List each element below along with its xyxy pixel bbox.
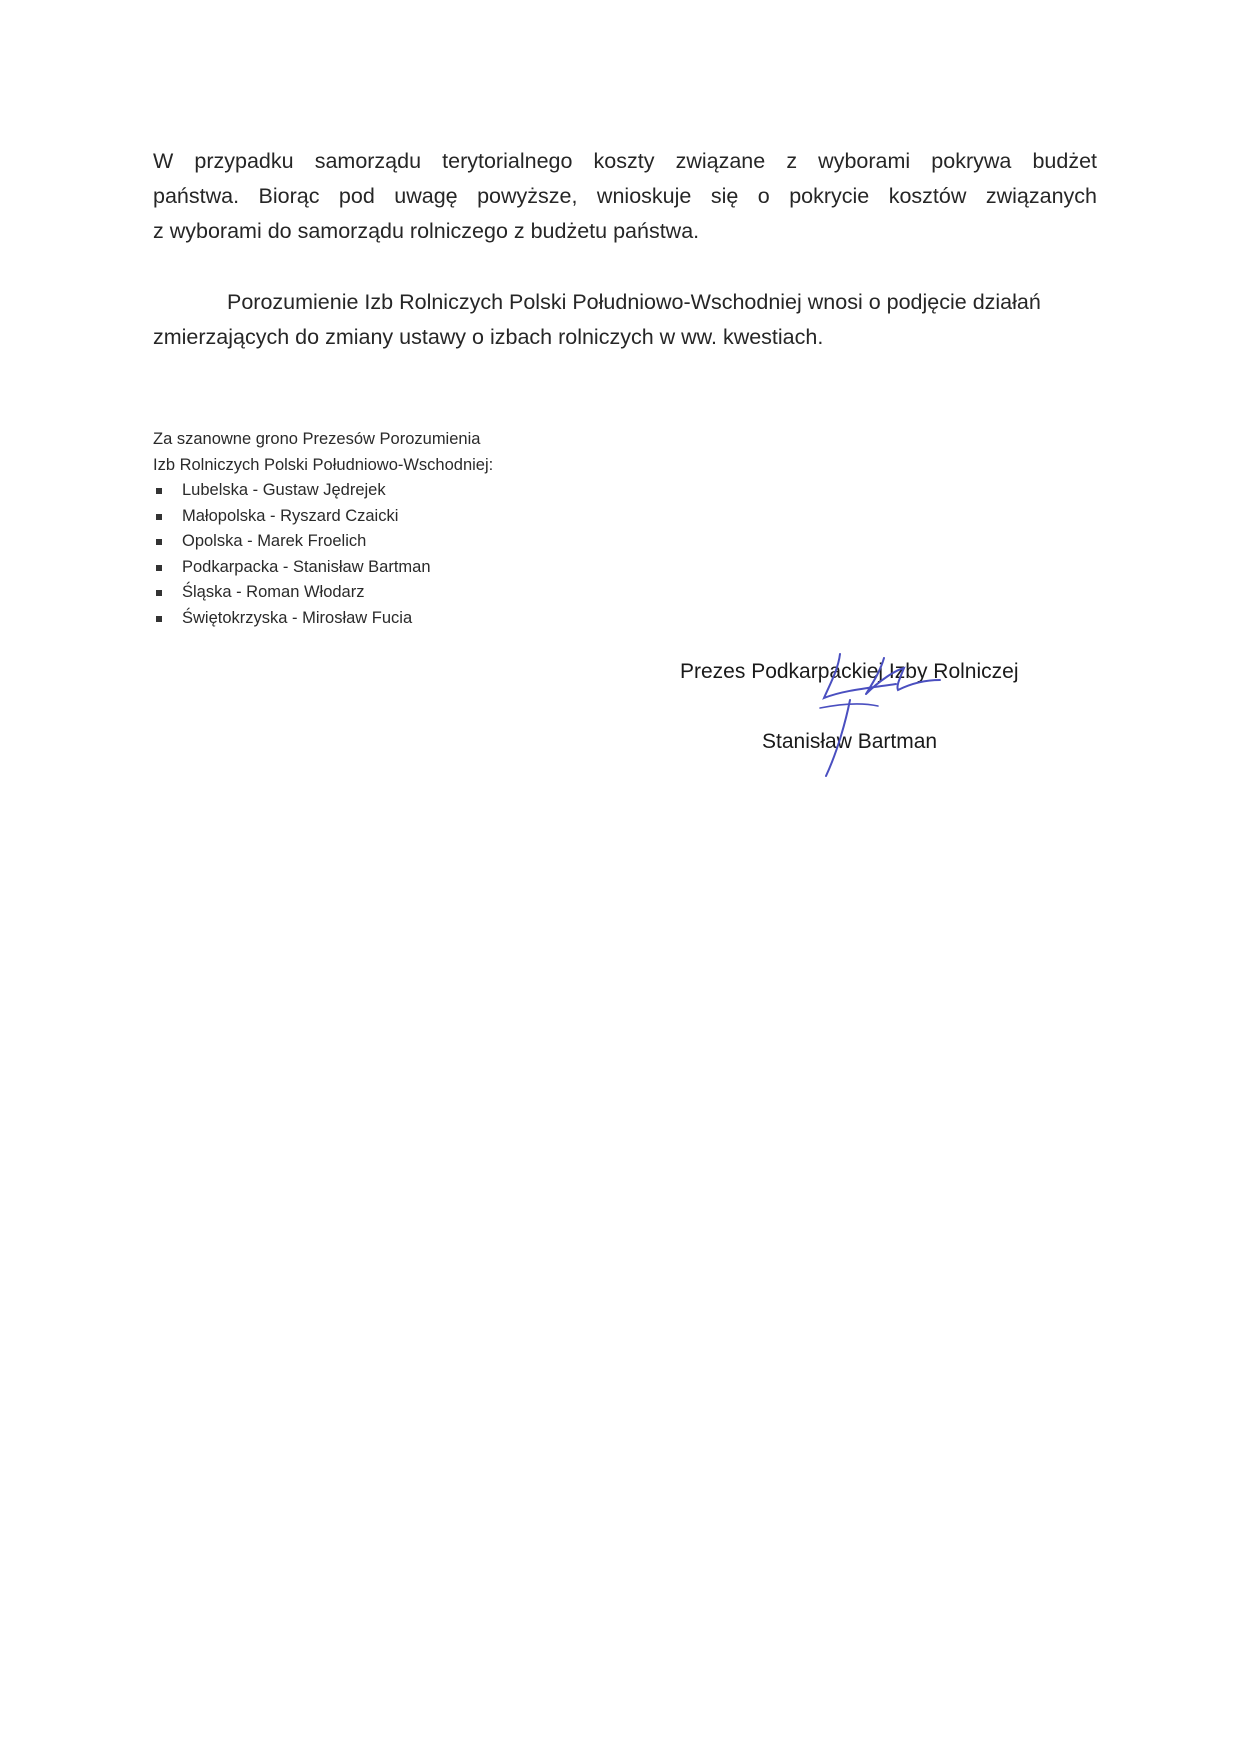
- signature-block: [680, 660, 1080, 770]
- paragraph-line: zmierzających do zmiany ustawy o izbach rolniczych w ww. kwestiach.: [153, 325, 824, 349]
- square-bullet-icon: [156, 616, 162, 622]
- square-bullet-icon: [156, 565, 162, 571]
- paragraph-line: W przypadku samorządu terytorialnego koszty związane z wyborami pokrywa budżet: [153, 149, 1097, 173]
- signatory-title: Prezes Podkarpackiej Izby Rolniczej: [680, 660, 1019, 683]
- signers-list: [153, 478, 493, 631]
- signers-intro-line: Za szanowne grono Prezesów Porozumienia: [153, 430, 481, 448]
- list-item: [153, 555, 493, 581]
- signers-list-block: [153, 427, 493, 631]
- signer-text: Lubelska - Gustaw Jędrejek: [182, 481, 386, 499]
- paragraph-costs: [153, 144, 1097, 249]
- signatory-name: Stanisław Bartman: [762, 730, 938, 753]
- list-item: [153, 606, 493, 632]
- signer-text: Podkarpacka - Stanisław Bartman: [182, 557, 431, 576]
- square-bullet-icon: [156, 539, 162, 545]
- paragraph-request: [153, 285, 1097, 355]
- list-item: [153, 478, 493, 504]
- paragraph-line: z wyborami do samorządu rolniczego z budżetu państwa.: [153, 219, 700, 243]
- list-item: [153, 529, 493, 555]
- list-item: [153, 580, 493, 606]
- signer-text: Małopolska - Ryszard Czaicki: [182, 506, 399, 525]
- paragraph-line: Porozumienie Izb Rolniczych Polski Południowo-Wschodniej wnosi o podjęcie działań: [227, 290, 1041, 314]
- list-item: [153, 504, 493, 530]
- paragraph-line: państwa. Biorąc pod uwagę powyższe, wnioskuje się o pokrycie kosztów związanych: [153, 184, 1097, 208]
- square-bullet-icon: [156, 590, 162, 596]
- signer-text: Śląska - Roman Włodarz: [182, 583, 365, 601]
- signer-text: Świętokrzyska - Mirosław Fucia: [182, 608, 413, 627]
- signers-intro-line: Izb Rolniczych Polski Południowo-Wschodniej:: [153, 455, 494, 474]
- signer-text: Opolska - Marek Froelich: [182, 532, 367, 550]
- square-bullet-icon: [156, 514, 162, 520]
- square-bullet-icon: [156, 488, 162, 494]
